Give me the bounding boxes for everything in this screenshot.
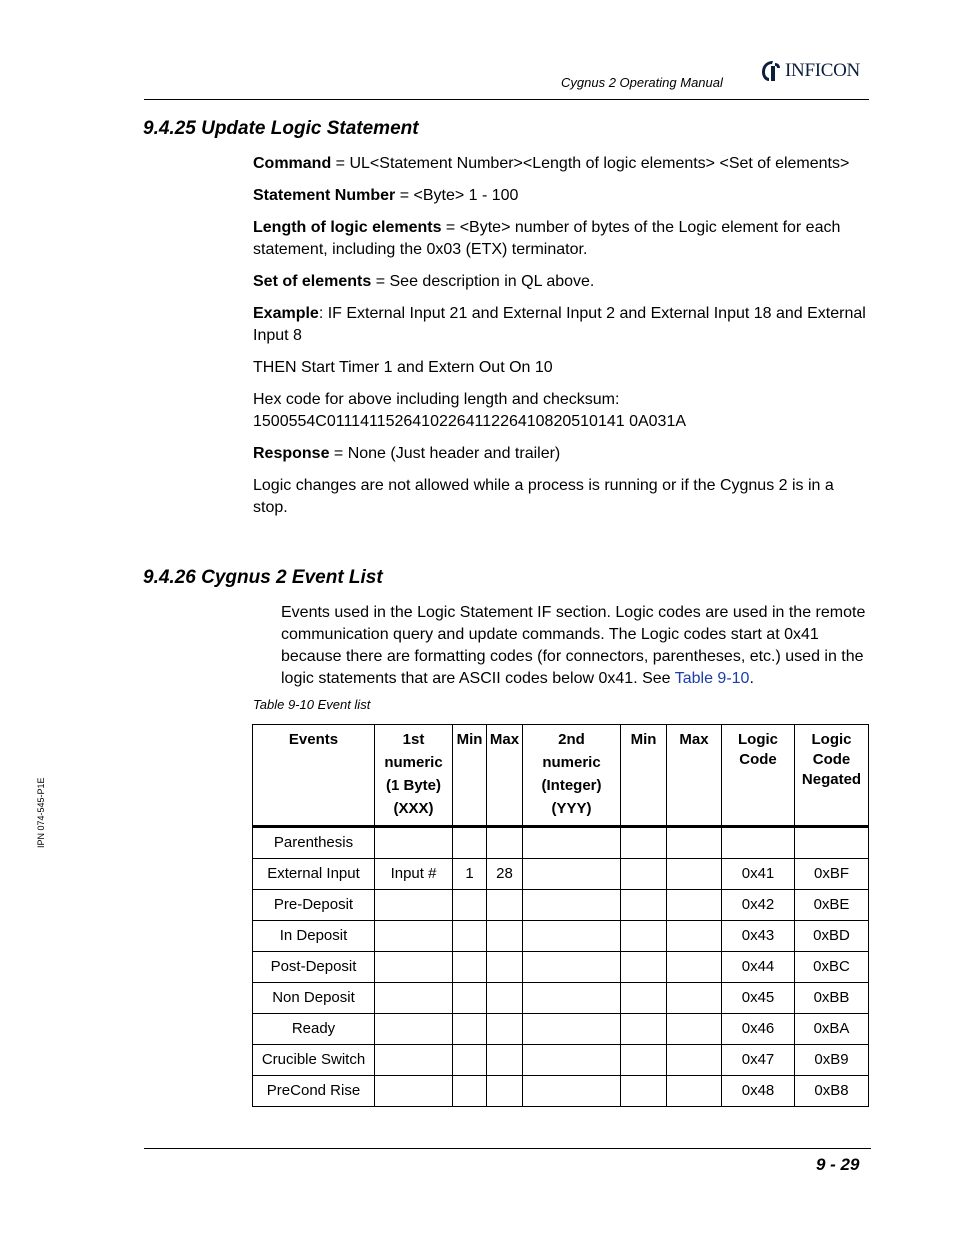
section-heading-update-logic: 9.4.25 Update Logic Statement [143,118,419,139]
cell-code: 0x41 [722,859,795,890]
set-of-elements-paragraph: Set of elements = See description in QL above. [253,273,595,290]
table-row [253,952,869,983]
cell-first: Input # [375,859,453,890]
table-caption: Table 9-10 Event list [253,697,371,712]
statement-number-paragraph: Statement Number = <Byte> 1 - 100 [253,187,519,204]
cell-min1 [453,890,487,921]
cell-min2 [621,1014,667,1045]
cell-max1 [487,952,523,983]
section-heading-event-list: 9.4.26 Cygnus 2 Event List [143,567,383,588]
table-row [253,1014,869,1045]
inficon-logo [760,58,860,84]
header-second-numeric: 2nd numeric (Integer) (YYY) [523,725,621,827]
cell-max2 [667,1014,722,1045]
cell-event: Non Deposit [253,983,375,1014]
cell-negated: 0xBE [795,890,869,921]
cell-negated: 0xBC [795,952,869,983]
table-reference-link[interactable]: Table 9-10 [674,670,750,687]
cell-max2 [667,952,722,983]
cell-negated: 0xB8 [795,1076,869,1107]
cell-max1: 28 [487,859,523,890]
table-row [253,1045,869,1076]
cell-min2 [621,890,667,921]
cell-min2 [621,1045,667,1076]
cell-max2 [667,827,722,859]
cell-second [523,1076,621,1107]
cell-min1 [453,1014,487,1045]
cell-code: 0x43 [722,921,795,952]
header-logic-code: Logic Code [722,725,795,827]
cell-negated: 0xB9 [795,1045,869,1076]
cell-event: In Deposit [253,921,375,952]
brand-name: INFICON [785,60,860,81]
cell-event: Parenthesis [253,827,375,859]
cell-negated: 0xBD [795,921,869,952]
cell-code: 0x46 [722,1014,795,1045]
cell-max2 [667,921,722,952]
cell-max2 [667,1045,722,1076]
cell-max2 [667,890,722,921]
cell-min2 [621,983,667,1014]
header-max-1: Max [487,725,523,827]
then-paragraph: THEN Start Timer 1 and Extern Out On 10 [253,359,553,376]
manual-title: Cygnus 2 Operating Manual [561,75,723,90]
command-paragraph: Command = UL<Statement Number><Length of logic elements> <Set of elements> [253,155,850,172]
cell-min1: 1 [453,859,487,890]
cell-first [375,921,453,952]
cell-min1 [453,952,487,983]
cell-min2 [621,859,667,890]
cell-second [523,1045,621,1076]
cell-code: 0x48 [722,1076,795,1107]
event-list-intro: Events used in the Logic Statement IF section. Logic codes are used in the remote communication query and update commands. The Logic codes start at 0x41 because there are formatting codes (for connectors, parentheses, etc.) used in the logic statements that are ASCII codes below 0x41. See Table 9-10. [281,604,866,687]
header-rule [144,99,869,100]
cell-max1 [487,1076,523,1107]
cell-first [375,890,453,921]
table-row [253,921,869,952]
cell-code: 0x42 [722,890,795,921]
cell-code: 0x47 [722,1045,795,1076]
cell-first [375,1014,453,1045]
cell-negated: 0xBF [795,859,869,890]
cell-event: External Input [253,859,375,890]
cell-event: PreCond Rise [253,1076,375,1107]
cell-negated: 0xBA [795,1014,869,1045]
table-row [253,983,869,1014]
cell-second [523,921,621,952]
cell-max1 [487,890,523,921]
cell-second [523,890,621,921]
cell-code [722,827,795,859]
cell-first [375,952,453,983]
cell-min2 [621,921,667,952]
cell-first [375,983,453,1014]
cell-max2 [667,859,722,890]
section-event-list-body [281,602,873,690]
cell-max1 [487,1014,523,1045]
cell-min2 [621,952,667,983]
cell-min2 [621,1076,667,1107]
cell-negated [795,827,869,859]
cell-max1 [487,921,523,952]
page-number: 9 - 29 [816,1155,860,1174]
table-header-row [253,725,869,827]
header-max-2: Max [667,725,722,827]
hex-paragraph: Hex code for above including length and checksum: 1500554C0111411526410226411226410820510141 0A031A [253,391,687,430]
table-row [253,1076,869,1107]
cell-code: 0x44 [722,952,795,983]
cell-first [375,827,453,859]
length-paragraph: Length of logic elements = <Byte> number of bytes of the Logic element for each statement, including the 0x03 (ETX) terminator. [253,219,841,258]
cell-min1 [453,1076,487,1107]
cell-event: Post-Deposit [253,952,375,983]
cell-second [523,952,621,983]
event-list-table [252,724,869,1107]
table-row [253,827,869,859]
table-row [253,890,869,921]
cell-negated: 0xBB [795,983,869,1014]
cell-second [523,859,621,890]
cell-max2 [667,1076,722,1107]
cell-event: Pre-Deposit [253,890,375,921]
cell-min1 [453,983,487,1014]
footer-rule [144,1148,871,1149]
cell-second [523,827,621,859]
example-paragraph: Example: IF External Input 21 and External Input 2 and External Input 18 and External Input 8 [253,305,866,344]
header-logic-code-negated: Logic Code Negated [795,725,869,827]
table-row [253,859,869,890]
header-first-numeric: 1st numeric (1 Byte) (XXX) [375,725,453,827]
cell-max2 [667,983,722,1014]
cell-max1 [487,983,523,1014]
cell-second [523,983,621,1014]
cell-second [523,1014,621,1045]
cell-first [375,1045,453,1076]
section-update-logic-body [253,153,871,529]
cell-min1 [453,1045,487,1076]
hex-code: 1500554C0111411526410226411226410820510141 0A031A [253,413,687,430]
response-paragraph: Response = None (Just header and trailer) [253,445,561,462]
document-part-number: IPN 074-545-P1E [36,777,46,848]
cell-max1 [487,827,523,859]
header-events: Events [253,725,375,827]
note-paragraph: Logic changes are not allowed while a process is running or if the Cygnus 2 is in a stop. [253,477,834,516]
header-min-1: Min [453,725,487,827]
cell-event: Ready [253,1014,375,1045]
cell-min1 [453,921,487,952]
cell-min2 [621,827,667,859]
cell-first [375,1076,453,1107]
inficon-logo-icon [760,59,782,83]
cell-event: Crucible Switch [253,1045,375,1076]
cell-min1 [453,827,487,859]
cell-max1 [487,1045,523,1076]
cell-code: 0x45 [722,983,795,1014]
header-min-2: Min [621,725,667,827]
